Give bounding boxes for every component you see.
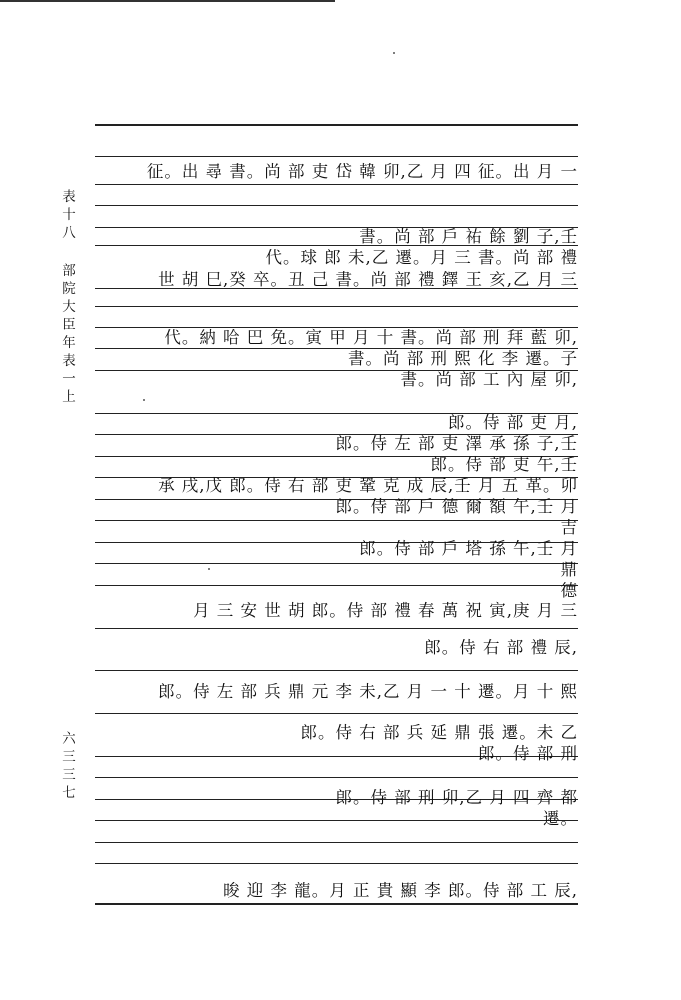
table-row: 征。出 尋 書。尚 部 吏 岱 韓 卯,乙 月 四 征。出 月 一: [146, 162, 578, 181]
table-row: 書。尚 部 工 內 屋 卯,: [400, 370, 578, 389]
margin-char: 十: [62, 207, 76, 223]
table-row: 郎。侍 部 吏 午,壬: [430, 455, 578, 474]
rule: [95, 713, 578, 714]
margin-char: 一: [62, 371, 76, 387]
margin-char: 上: [62, 389, 76, 405]
margin-char: 院: [62, 281, 76, 297]
margin-char: 表: [62, 189, 76, 205]
margin-char: 大: [62, 299, 76, 315]
table-row: 遷。: [543, 809, 578, 828]
table-row: 德: [560, 581, 578, 600]
table-row: 郎。侍 部 戶 德 爾 額 午,壬 月: [335, 497, 578, 516]
rule: [95, 628, 578, 629]
table-row: 吉: [560, 518, 578, 537]
margin-char: 八: [62, 225, 76, 241]
table-row: 承 戌,戊 郎。侍 右 部 吏 鞏 克 成 辰,壬 月 五 革。卯: [158, 476, 578, 495]
rule: [95, 205, 578, 206]
margin-title-bottom: [60, 262, 78, 406]
page-number-char: 六: [62, 731, 76, 747]
table-row: 郎。侍 左 部 吏 澤 承 孫 子,壬: [335, 434, 578, 453]
page-number-char: 七: [62, 785, 76, 801]
table-row: 郎。侍 部 戶 塔 孫 午,壬 月: [359, 539, 578, 558]
rule: [95, 842, 578, 843]
table-row: 書。尚 部 戶 祐 餘 劉 子,壬: [359, 227, 578, 246]
table-row: 郎。侍 部 刑: [478, 744, 578, 763]
table-row: 代。球 郎 未,乙 遷。月 三 書。尚 部 禮: [265, 248, 578, 267]
print-speck: [143, 399, 145, 401]
page-top-rule: [0, 0, 335, 2]
rule: [95, 184, 578, 185]
table-row: 郎。侍 部 吏 月,: [448, 413, 578, 432]
margin-char: 表: [62, 353, 76, 369]
table-row: 書。尚 部 刑 熙 化 李 遷。子: [348, 349, 578, 368]
table-row: 郎。侍 左 部 兵 鼎 元 李 未,乙 月 一 十 遷。月 十 熙: [158, 682, 578, 701]
table-row: 代。納 哈 巴 免。寅 甲 月 十 書。尚 部 刑 拜 藍 卯,: [164, 328, 578, 347]
margin-char: 部: [62, 263, 76, 279]
table-row: 鼎: [560, 560, 578, 579]
rule: [95, 306, 578, 307]
page-number-char: 三: [62, 749, 76, 765]
rule: [95, 670, 578, 671]
year-table: [95, 124, 578, 904]
margin-char: 臣: [62, 317, 76, 333]
table-row: 郎。侍 部 刑 卯,乙 月 四 齊 都: [335, 788, 578, 807]
page-number-char: 三: [62, 767, 76, 783]
print-speck: [393, 52, 395, 54]
rule: [95, 863, 578, 864]
margin-title-top: [60, 188, 78, 242]
table-row: 晙 迎 李 龍。月 正 貴 顯 李 郎。侍 部 工 辰,: [223, 881, 578, 900]
margin-page-number: [60, 730, 78, 802]
rule: [95, 124, 578, 126]
table-row: 郎。侍 右 部 兵 延 鼎 張 遷。未 乙: [300, 723, 578, 742]
print-speck: [208, 568, 210, 570]
table-row: 郎。侍 右 部 禮 辰,: [424, 638, 578, 657]
table-row: 世 胡 巳,癸 卒。丑 己 書。尚 部 禮 鐸 王 亥,乙 月 三: [158, 270, 578, 289]
table-row: 月 三 安 世 胡 郎。侍 部 禮 春 萬 祝 寅,庚 月 三: [193, 601, 578, 620]
rule: [95, 777, 578, 778]
margin-char: 年: [62, 335, 76, 351]
rule: [95, 903, 578, 905]
rule: [95, 156, 578, 157]
